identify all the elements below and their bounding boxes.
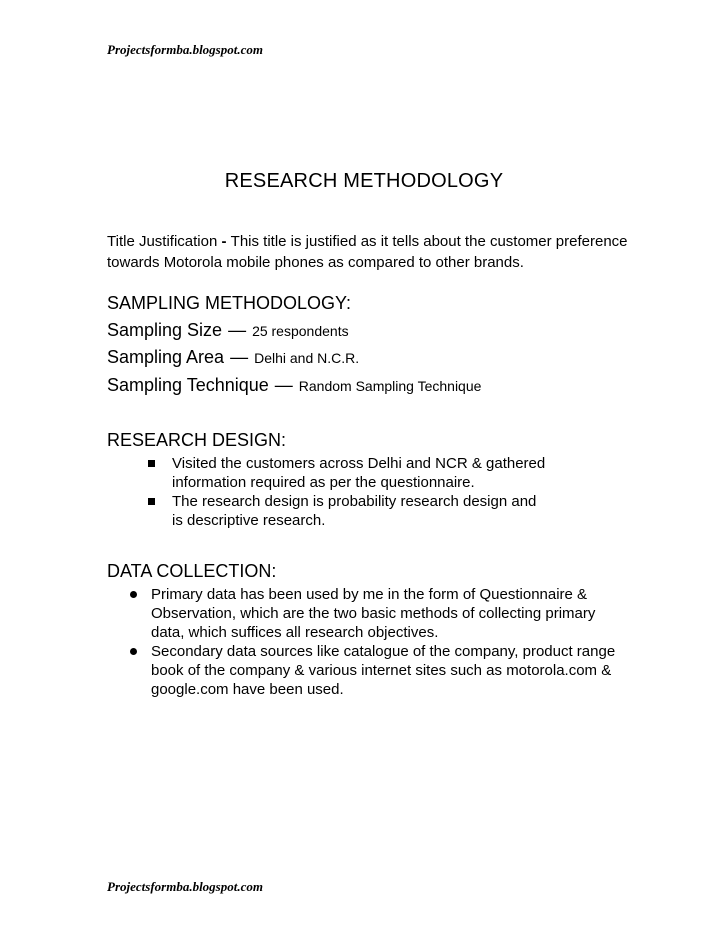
sampling-size-dash: —	[228, 320, 247, 340]
title-justification	[107, 231, 637, 273]
title-justification-label: Title Justification	[107, 233, 218, 250]
sampling-technique-line	[107, 375, 481, 396]
research-design-list	[148, 454, 548, 530]
sampling-area-dash: —	[230, 347, 249, 367]
list-item-text: Primary data has been used by me in the form of Questionnaire & Observation, which are the two basic methods of collecting primary data, which suffices all research objectives.	[151, 586, 596, 641]
list-item	[148, 454, 548, 492]
list-item	[127, 642, 627, 699]
sampling-heading: SAMPLING METHODOLOGY:	[107, 293, 352, 313]
round-bullet-icon	[130, 591, 137, 598]
title-justification-text: This title is justified as it tells about the customer preference towards Motorola mobile phones as compared to other brands.	[107, 233, 628, 271]
list-item-text: The research design is probability research design and is descriptive research.	[172, 493, 537, 529]
list-item	[127, 585, 627, 642]
square-bullet-icon	[148, 498, 155, 505]
sampling-size-line	[107, 320, 349, 341]
sampling-area-line	[107, 347, 359, 368]
list-item	[148, 492, 548, 530]
sampling-technique-value: Random Sampling Technique	[298, 378, 482, 394]
sampling-area-value: Delhi and N.C.R.	[254, 350, 360, 366]
research-design-heading: RESEARCH DESIGN:	[107, 430, 287, 450]
sampling-size-label: Sampling Size	[107, 320, 223, 340]
round-bullet-icon	[130, 648, 137, 655]
title-justification-sep: -	[217, 233, 231, 250]
list-item-text: Secondary data sources like catalogue of the company, product range book of the company & various internet sites such as motorola.com & google.com have been used.	[151, 643, 616, 698]
sampling-technique-label: Sampling Technique	[107, 375, 269, 395]
list-item-text: Visited the customers across Delhi and NCR & gathered information required as per the questionnaire.	[172, 455, 546, 491]
page-header: Projectsformba.blogspot.com	[107, 42, 263, 57]
sampling-size-value: 25 respondents	[252, 323, 349, 339]
page-footer: Projectsformba.blogspot.com	[107, 879, 263, 894]
sampling-area-label: Sampling Area	[107, 347, 225, 367]
data-collection-heading: DATA COLLECTION:	[107, 561, 277, 581]
square-bullet-icon	[148, 460, 155, 467]
data-collection-list	[127, 585, 627, 699]
sampling-technique-dash: —	[274, 375, 293, 395]
page-title: RESEARCH METHODOLOGY	[224, 170, 504, 192]
